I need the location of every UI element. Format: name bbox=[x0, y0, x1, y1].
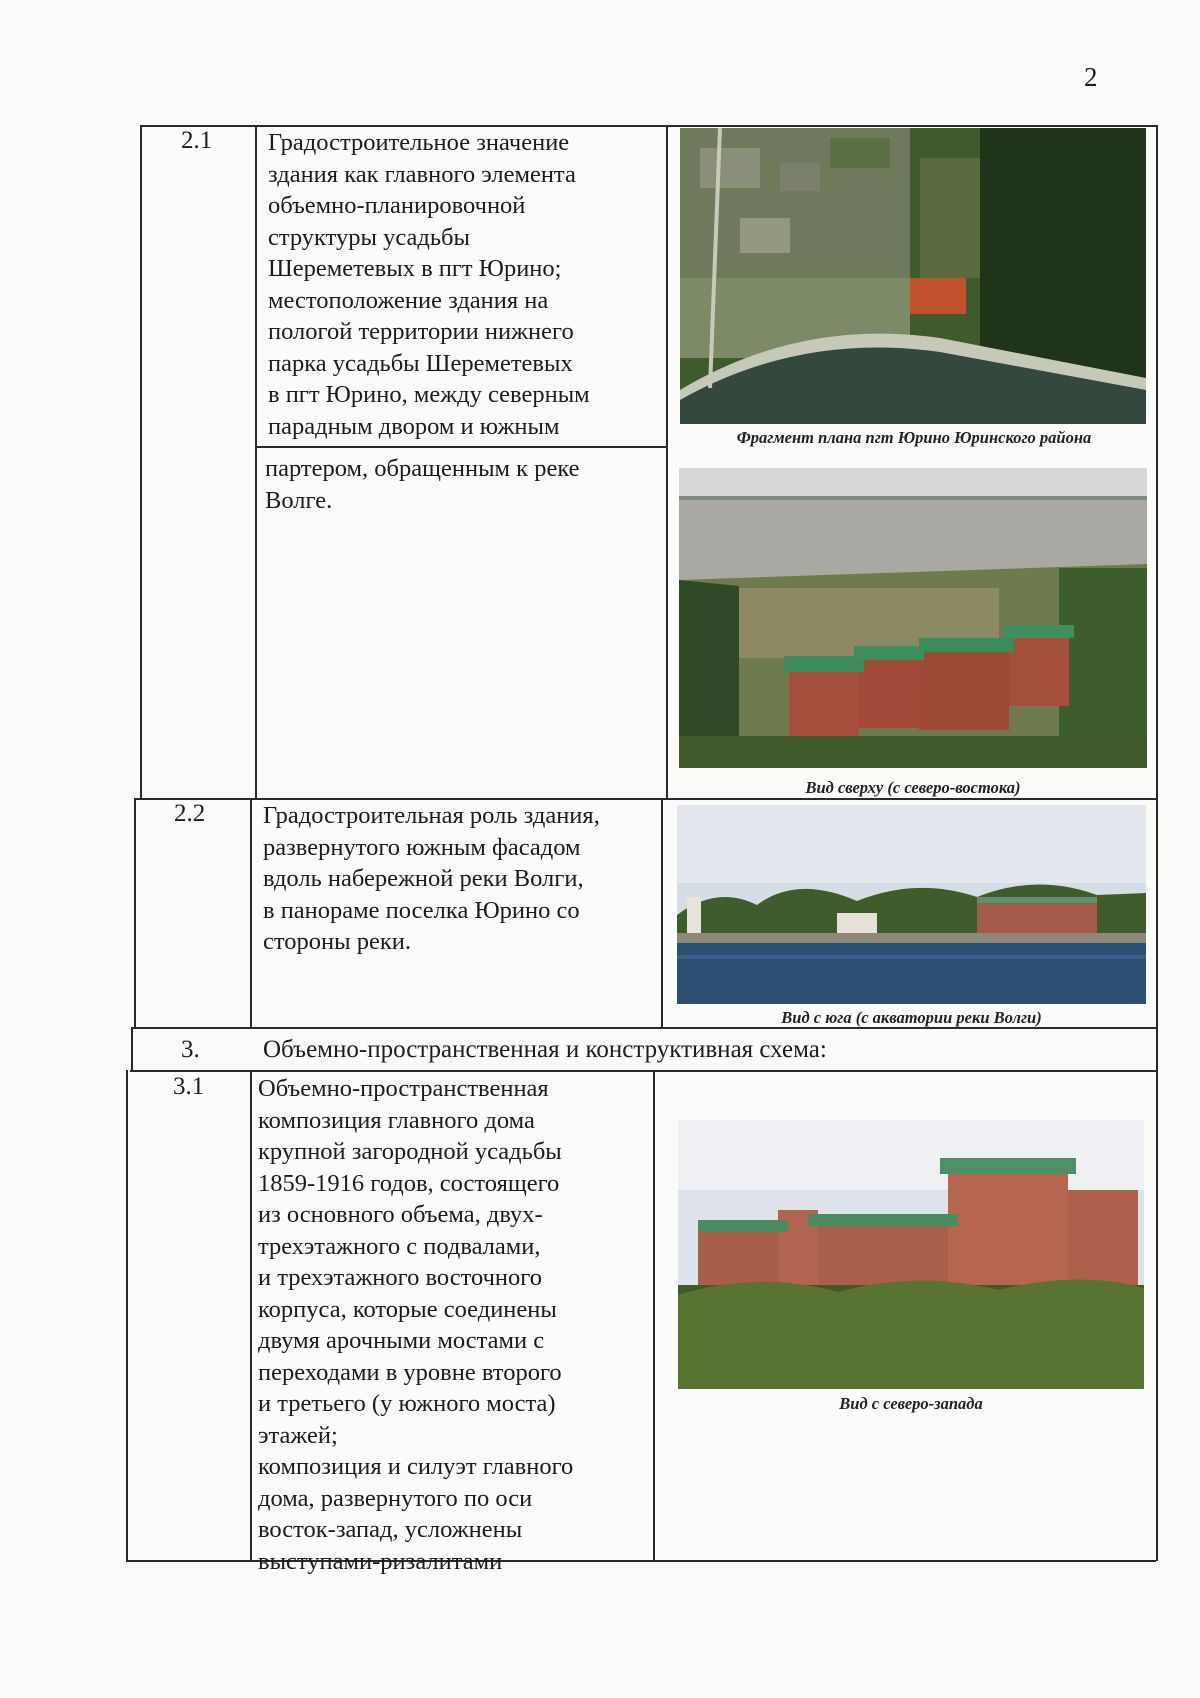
row-text: Градостроительное значение здания как главного элемента объемно-планировочной структуры усадьбы Шереметевых в пгт Юрино; местоположение здания на пологой территории нижнего парка усадьбы Шереметевых в пгт Юрино, между северным парадным двором и южным bbox=[268, 129, 590, 440]
image-caption: Вид с северо-запада bbox=[839, 1394, 983, 1413]
image-caption: Вид с юга (с акватории реки Волги) bbox=[781, 1008, 1042, 1027]
page-number: 2 bbox=[1084, 62, 1098, 92]
aerial-view-image bbox=[679, 468, 1147, 768]
image-caption: Фрагмент плана пгт Юрино Юринского района bbox=[736, 428, 1092, 447]
northwest-view-image bbox=[678, 1120, 1144, 1389]
river-view-image bbox=[677, 805, 1146, 1004]
row-text: Градостроительная роль здания, развернутого южным фасадом вдоль набережной реки Волги, в панораме поселка Юрино со стороны реки. bbox=[263, 802, 600, 955]
image-caption: Вид сверху (с северо-востока) bbox=[805, 778, 1021, 797]
row-text-continued: партером, обращенным к реке Волге. bbox=[265, 455, 580, 514]
map-aerial-image bbox=[680, 128, 1146, 424]
row-number: 3.1 bbox=[173, 1073, 205, 1100]
row-number: 2.2 bbox=[174, 800, 206, 827]
row-number: 2.1 bbox=[181, 127, 213, 154]
section-number: 3. bbox=[181, 1036, 200, 1063]
row-text: Объемно-пространственная композиция главного дома крупной загородной усадьбы 1859-1916 годов, состоящего из основного объема, двух- трехэтажного с подвалами, и трехэтажного восточного корпуса, которые соединены двумя арочными мостами с переходами в уровне второго и третьего (у южного моста) этажей; композиция и силуэт главного дома, развернутого по оси восток-запад, усложнены выступами-ризалитами bbox=[258, 1075, 574, 1575]
section-title: Объемно-пространственная и конструктивная схема: bbox=[263, 1036, 827, 1063]
